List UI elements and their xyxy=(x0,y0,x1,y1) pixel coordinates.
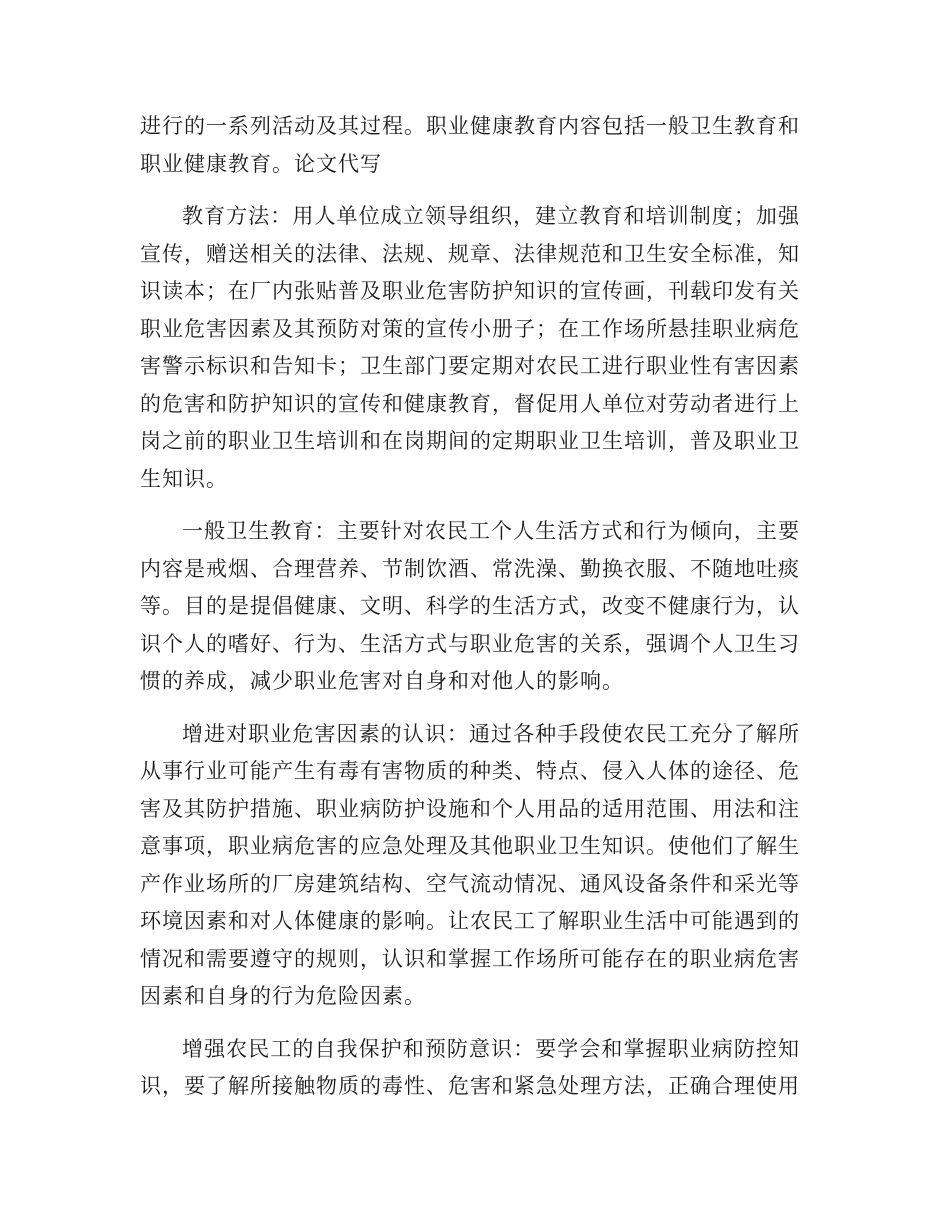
text-line: 教育方法：用人单位成立领导组织，建立教育和培训制度；加强 xyxy=(182,204,800,228)
text-line: 害及其防护措施、职业病防护设施和个人用品的适用范围、用法和注 xyxy=(140,796,800,821)
text-line: 增强农民工的自我保护和预防意识：要学会和掌握职业病防控知 xyxy=(182,1036,800,1061)
text-line: 生知识。 xyxy=(140,466,228,491)
text-line: 因素和自身的行为危险因素。 xyxy=(140,984,426,1008)
text-line: 从事行业可能产生有毒有害物质的种类、特点、侵入人体的途径、危 xyxy=(140,759,800,783)
text-line: 意事项，职业病危害的应急处理及其他职业卫生知识。使他们了解生 xyxy=(140,834,800,858)
text-line: 识，要了解所接触物质的毒性、危害和紧急处理方法，正确合理使用 xyxy=(140,1074,800,1098)
text-line: 产作业场所的厂房建筑结构、空气流动情况、通风设备条件和采光等 xyxy=(140,871,800,896)
text-line: 岗之前的职业卫生培训和在岗期间的定期职业卫生培训，普及职业卫 xyxy=(140,429,800,453)
text-line: 等。目的是提倡健康、文明、科学的生活方式，改变不健康行为，认 xyxy=(140,594,800,618)
paragraph-gap xyxy=(140,183,800,198)
text-line: 识个人的嗜好、行为、生活方式与职业危害的关系，强调个人卫生习 xyxy=(140,631,800,656)
text-line: 职业健康教育。论文代写 xyxy=(140,151,382,176)
document-body xyxy=(140,108,800,1106)
text-line: 增进对职业危害因素的认识：通过各种手段使农民工充分了解所 xyxy=(182,721,800,746)
text-line: 害警示标识和告知卡；卫生部门要定期对农民工进行职业性有害因素 xyxy=(140,354,800,378)
text-line: 情况和需要遵守的规则，认识和掌握工作场所可能存在的职业病危害 xyxy=(140,946,800,971)
paragraph-gap xyxy=(140,701,800,716)
text-line: 内容是戒烟、合理营养、节制饮酒、常洗澡、勤换衣服、不随地吐痰 xyxy=(140,556,800,581)
paragraph-education-methods xyxy=(140,198,800,498)
paragraph-gap xyxy=(140,1016,800,1031)
text-line: 进行的一系列活动及其过程。职业健康教育内容包括一般卫生教育和 xyxy=(140,114,800,138)
paragraph-self-protection xyxy=(140,1031,800,1106)
paragraph-hazard-awareness xyxy=(140,716,800,1016)
paragraph-intro-continuation xyxy=(140,108,800,183)
paragraph-general-hygiene xyxy=(140,513,800,701)
text-line: 职业危害因素及其预防对策的宣传小册子；在工作场所悬挂职业病危 xyxy=(140,316,800,341)
text-line: 一般卫生教育：主要针对农民工个人生活方式和行为倾向，主要 xyxy=(182,519,800,543)
text-line: 环境因素和对人体健康的影响。让农民工了解职业生活中可能遇到的 xyxy=(140,909,800,933)
text-line: 识读本；在厂内张贴普及职业危害防护知识的宣传画，刊载印发有关 xyxy=(140,279,800,303)
text-line: 宣传，赠送相关的法律、法规、规章、法律规范和卫生安全标准，知 xyxy=(140,241,800,266)
text-line: 惯的养成，减少职业危害对自身和对他人的影响。 xyxy=(140,669,624,693)
paragraph-gap xyxy=(140,498,800,513)
text-line: 的危害和防护知识的宣传和健康教育，督促用人单位对劳动者进行上 xyxy=(140,391,800,416)
